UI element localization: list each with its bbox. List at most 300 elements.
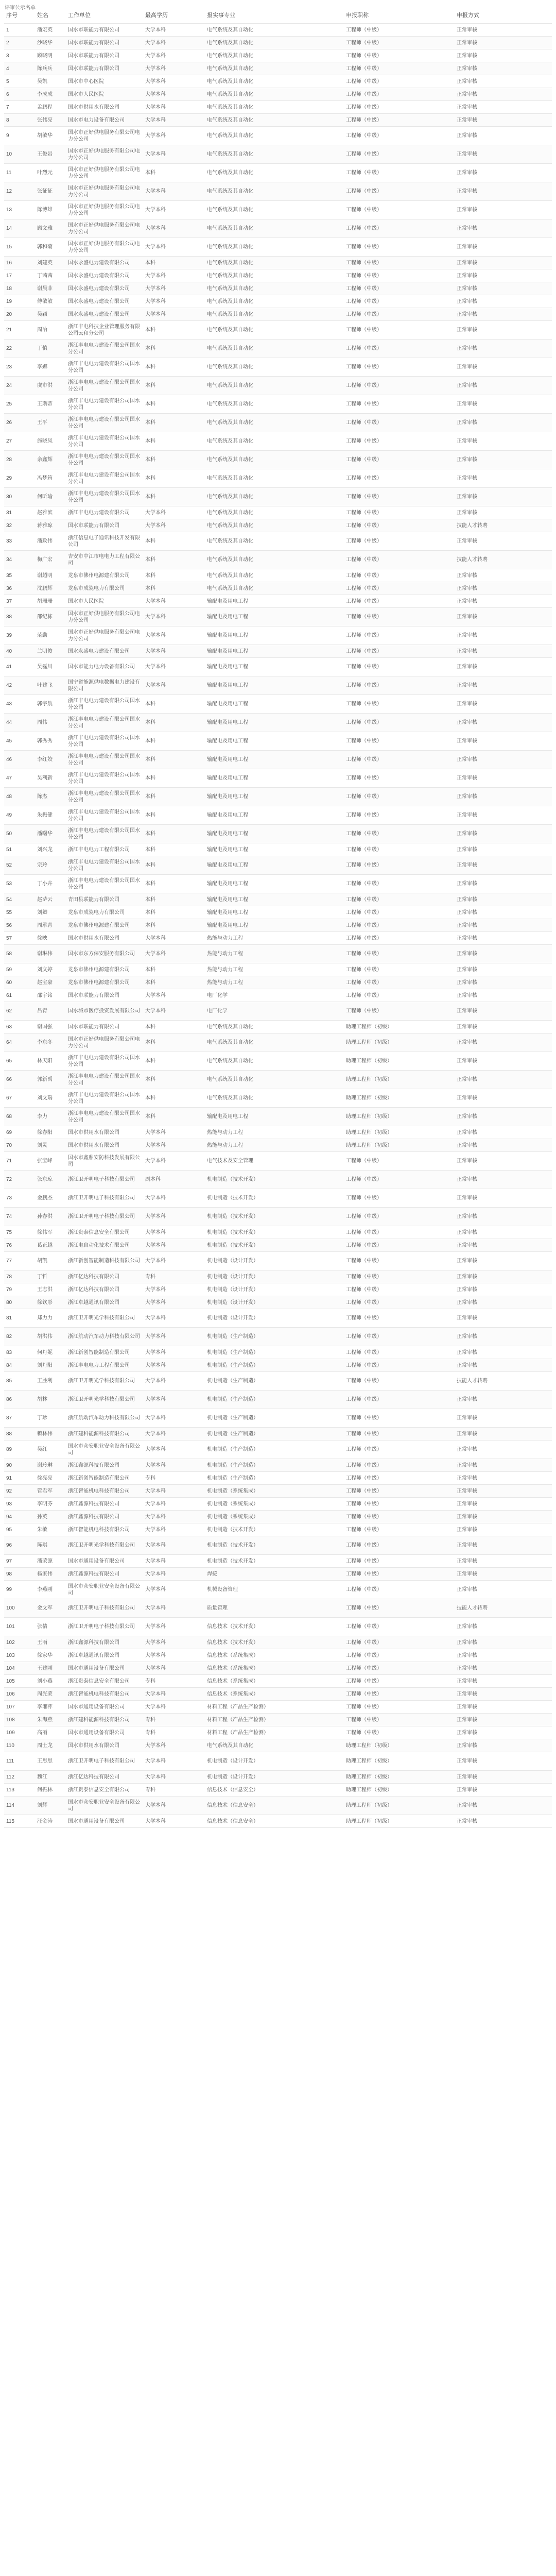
cell-education: 本科	[143, 893, 205, 906]
table-row	[4, 1239, 552, 1252]
cell-major: 机电制造（设计开发）	[205, 1752, 344, 1771]
cell-major: 机电制造（生产制造）	[205, 1472, 344, 1485]
cell-title: 工程师（中级）	[344, 506, 455, 519]
cell-education: 大学本科	[143, 145, 205, 164]
cell-index: 107	[4, 1701, 35, 1714]
cell-title: 工程师（中级）	[344, 1296, 455, 1309]
cell-education: 大学本科	[143, 308, 205, 321]
cell-education: 本科	[143, 321, 205, 340]
cell-major: 机电制造（技术开发）	[205, 1536, 344, 1555]
table-row	[4, 1002, 552, 1021]
cell-method: 正常审核	[455, 582, 552, 595]
cell-education: 大学本科	[143, 201, 205, 219]
table-row	[4, 989, 552, 1002]
cell-major: 焊接	[205, 1568, 344, 1581]
table-row	[4, 308, 552, 321]
cell-title: 工程师（中级）	[344, 1283, 455, 1296]
table-row	[4, 395, 552, 414]
cell-employer: 国水市通用设备有限公司	[66, 1662, 143, 1675]
table-row	[4, 569, 552, 582]
cell-education: 本科	[143, 395, 205, 414]
cell-education: 本科	[143, 1052, 205, 1071]
cell-method: 正常审核	[455, 932, 552, 945]
cell-title: 工程师（中级）	[344, 114, 455, 127]
table-row	[4, 1071, 552, 1089]
cell-name: 邵宇铭	[35, 989, 66, 1002]
cell-name: 魏江	[35, 1771, 66, 1784]
cell-index: 28	[4, 451, 35, 469]
cell-major: 电气系统及其自动化	[205, 1089, 344, 1108]
table-row	[4, 1296, 552, 1309]
cell-method: 正常审核	[455, 145, 552, 164]
cell-index: 54	[4, 893, 35, 906]
cell-name: 刘丹阳	[35, 1359, 66, 1372]
cell-education: 大学本科	[143, 295, 205, 308]
cell-education: 大学本科	[143, 62, 205, 75]
table-row	[4, 114, 552, 127]
cell-method: 正常审核	[455, 1208, 552, 1226]
cell-index: 61	[4, 989, 35, 1002]
table-row	[4, 1581, 552, 1599]
cell-name: 谢晨菲	[35, 282, 66, 295]
cell-index: 92	[4, 1485, 35, 1498]
cell-index: 95	[4, 1523, 35, 1536]
cell-method: 正常审核	[455, 645, 552, 658]
cell-education: 大学本科	[143, 1428, 205, 1440]
cell-education: 大学本科	[143, 1797, 205, 1815]
cell-method: 正常审核	[455, 88, 552, 101]
cell-name: 谢玲琳	[35, 1459, 66, 1472]
cell-employer: 浙江贵泰信息安全有限公司	[66, 1675, 143, 1688]
cell-index: 65	[4, 1052, 35, 1071]
cell-major: 电气系统及其自动化	[205, 519, 344, 532]
cell-title: 工程师（中级）	[344, 295, 455, 308]
cell-name: 张东琼	[35, 1171, 66, 1189]
cell-method: 正常审核	[455, 1472, 552, 1485]
cell-method: 正常审核	[455, 751, 552, 769]
table-row	[4, 269, 552, 282]
cell-name: 陈博雄	[35, 201, 66, 219]
cell-title: 工程师（中级）	[344, 488, 455, 506]
cell-title: 工程师（中级）	[344, 532, 455, 551]
cell-education: 大学本科	[143, 506, 205, 519]
cell-education: 专科	[143, 1784, 205, 1797]
cell-method: 正常审核	[455, 626, 552, 645]
cell-title: 工程师（中级）	[344, 806, 455, 825]
cell-education: 大学本科	[143, 1752, 205, 1771]
cell-title: 工程师（中级）	[344, 127, 455, 145]
cell-index: 62	[4, 1002, 35, 1021]
table-row	[4, 1409, 552, 1428]
cell-education: 大学本科	[143, 49, 205, 62]
cell-major: 机电制造（生产制造）	[205, 1359, 344, 1372]
cell-title: 工程师（中级）	[344, 1252, 455, 1270]
cell-name: 葛正越	[35, 1239, 66, 1252]
cell-education: 大学本科	[143, 1568, 205, 1581]
cell-education: 大学本科	[143, 945, 205, 963]
cell-title: 工程师（中级）	[344, 1511, 455, 1523]
cell-employer: 龙泉市成瓷电力有限公司	[66, 906, 143, 919]
table-row	[4, 1189, 552, 1208]
cell-index: 4	[4, 62, 35, 75]
cell-title: 工程师（中级）	[344, 469, 455, 488]
cell-education: 大学本科	[143, 1511, 205, 1523]
cell-major: 热能与动力工程	[205, 945, 344, 963]
cell-education: 大学本科	[143, 932, 205, 945]
cell-major: 电气系统及其自动化	[205, 295, 344, 308]
table-row	[4, 49, 552, 62]
cell-name: 王平	[35, 414, 66, 432]
cell-title: 工程师（中级）	[344, 219, 455, 238]
table-row	[4, 1662, 552, 1675]
cell-name: 徐伟军	[35, 1226, 66, 1239]
cell-index: 84	[4, 1359, 35, 1372]
table-row	[4, 1568, 552, 1581]
cell-index: 115	[4, 1815, 35, 1828]
table-row	[4, 856, 552, 875]
cell-method: 正常审核	[455, 1126, 552, 1139]
cell-title: 工程师（中级）	[344, 238, 455, 257]
cell-index: 99	[4, 1581, 35, 1599]
table-row	[4, 1126, 552, 1139]
cell-name: 王斯蒂	[35, 395, 66, 414]
cell-method: 技能人才转聘	[455, 1599, 552, 1618]
cell-method: 正常审核	[455, 945, 552, 963]
cell-index: 88	[4, 1428, 35, 1440]
cell-major: 信息技术（系统集成）	[205, 1649, 344, 1662]
cell-name: 胡洪伟	[35, 1328, 66, 1346]
table-row	[4, 295, 552, 308]
cell-employer: 浙江航动汽车动力科技有限公司	[66, 1328, 143, 1346]
table-row	[4, 751, 552, 769]
table-row	[4, 75, 552, 88]
cell-index: 80	[4, 1296, 35, 1309]
cell-education: 大学本科	[143, 626, 205, 645]
table-row	[4, 595, 552, 608]
table-row	[4, 906, 552, 919]
cell-title: 工程师（中级）	[344, 788, 455, 806]
cell-name: 金鹏杰	[35, 1189, 66, 1208]
cell-index: 21	[4, 321, 35, 340]
cell-name: 徐钦彤	[35, 1296, 66, 1309]
cell-title: 助理工程师（初级）	[344, 1784, 455, 1797]
cell-major: 输配电及用电工程	[205, 843, 344, 856]
cell-index: 9	[4, 127, 35, 145]
cell-title: 工程师（中级）	[344, 695, 455, 714]
cell-title: 工程师（中级）	[344, 732, 455, 751]
table-row	[4, 1226, 552, 1239]
cell-title: 工程师（中级）	[344, 1523, 455, 1536]
cell-name: 余鑫辉	[35, 451, 66, 469]
table-row	[4, 1021, 552, 1033]
table-row	[4, 506, 552, 519]
cell-name: 郭宇航	[35, 695, 66, 714]
cell-employer: 浙江智能机电科技有限公司	[66, 1688, 143, 1701]
cell-method: 正常审核	[455, 1108, 552, 1126]
cell-name: 谢超明	[35, 569, 66, 582]
cell-major: 机电制造（技术开发）	[205, 1239, 344, 1252]
cell-title: 工程师（中级）	[344, 1309, 455, 1328]
cell-title: 工程师（中级）	[344, 308, 455, 321]
cell-education: 本科	[143, 806, 205, 825]
cell-employer: 国水市电力设备有限公司	[66, 114, 143, 127]
cell-education: 大学本科	[143, 1440, 205, 1459]
cell-name: 范勤	[35, 626, 66, 645]
cell-major: 电气系统及其自动化	[205, 1739, 344, 1752]
cell-major: 机电制造（设计开发）	[205, 1270, 344, 1283]
roster-body	[4, 24, 552, 1828]
cell-education: 本科	[143, 340, 205, 358]
cell-method: 正常审核	[455, 732, 552, 751]
cell-name: 刘建英	[35, 257, 66, 269]
cell-major: 材料工程（产品生产检测）	[205, 1701, 344, 1714]
cell-education: 大学本科	[143, 1485, 205, 1498]
table-row	[4, 645, 552, 658]
cell-education: 大学本科	[143, 1139, 205, 1152]
cell-name: 梅广宏	[35, 551, 66, 569]
cell-major: 电气系统及其自动化	[205, 75, 344, 88]
cell-education: 专科	[143, 1472, 205, 1485]
table-row	[4, 62, 552, 75]
cell-index: 98	[4, 1568, 35, 1581]
cell-index: 90	[4, 1459, 35, 1472]
cell-education: 大学本科	[143, 1599, 205, 1618]
cell-education: 大学本科	[143, 238, 205, 257]
cell-major: 电气系统及其自动化	[205, 145, 344, 164]
table-row	[4, 1739, 552, 1752]
table-row	[4, 695, 552, 714]
cell-title: 工程师（中级）	[344, 1002, 455, 1021]
cell-education: 本科	[143, 919, 205, 932]
cell-employer: 浙江亿达科技有限公司	[66, 1270, 143, 1283]
cell-education: 本科	[143, 843, 205, 856]
cell-employer: 国水永盛电力建设有限公司	[66, 308, 143, 321]
cell-index: 73	[4, 1189, 35, 1208]
cell-index: 79	[4, 1283, 35, 1296]
cell-method: 正常审核	[455, 295, 552, 308]
cell-title: 助理工程师（初级）	[344, 1815, 455, 1828]
cell-method: 正常审核	[455, 49, 552, 62]
cell-title: 工程师（中级）	[344, 269, 455, 282]
cell-title: 工程师（中级）	[344, 1636, 455, 1649]
cell-name: 何振林	[35, 1784, 66, 1797]
cell-index: 30	[4, 488, 35, 506]
cell-index: 5	[4, 75, 35, 88]
cell-method: 正常审核	[455, 62, 552, 75]
cell-method: 正常审核	[455, 101, 552, 114]
cell-education: 本科	[143, 769, 205, 788]
cell-index: 31	[4, 506, 35, 519]
cell-index: 8	[4, 114, 35, 127]
table-row	[4, 1599, 552, 1618]
cell-major: 机电制造（生产制造）	[205, 1428, 344, 1440]
table-row	[4, 1171, 552, 1189]
cell-title: 工程师（中级）	[344, 595, 455, 608]
cell-name: 虞市洪	[35, 377, 66, 395]
cell-index: 83	[4, 1346, 35, 1359]
cell-employer: 浙江卫开明电子科技有限公司	[66, 1208, 143, 1226]
cell-method: 正常审核	[455, 1328, 552, 1346]
cell-employer: 浙江丰电电力建设有限公司国水分公司	[66, 732, 143, 751]
cell-method: 正常审核	[455, 1428, 552, 1440]
cell-title: 工程师（中级）	[344, 1428, 455, 1440]
cell-name: 丁慎	[35, 340, 66, 358]
cell-method: 正常审核	[455, 1226, 552, 1239]
table-row	[4, 658, 552, 676]
cell-title: 助理工程师（初级）	[344, 1089, 455, 1108]
cell-index: 59	[4, 963, 35, 976]
cell-title: 工程师（中级）	[344, 432, 455, 451]
cell-education: 本科	[143, 451, 205, 469]
table-row	[4, 24, 552, 37]
cell-employer: 国水永盛电力建设有限公司	[66, 269, 143, 282]
cell-title: 工程师（中级）	[344, 1485, 455, 1498]
cell-index: 17	[4, 269, 35, 282]
cell-employer: 浙江丰电电力建设有限公司	[66, 506, 143, 519]
cell-major: 电气系统及其自动化	[205, 377, 344, 395]
cell-method: 正常审核	[455, 1771, 552, 1784]
cell-major: 机电制造（生产制造）	[205, 1372, 344, 1391]
cell-method: 正常审核	[455, 989, 552, 1002]
cell-index: 32	[4, 519, 35, 532]
cell-employer: 浙江贵泰信息安全有限公司	[66, 1226, 143, 1239]
cell-major: 电气系统及其自动化	[205, 1033, 344, 1052]
table-row	[4, 127, 552, 145]
cell-major: 输配电及用电工程	[205, 825, 344, 843]
cell-employer: 龙泉市佛州电源建有限公司	[66, 976, 143, 989]
cell-employer: 浙江丰电电力建设有限公司国水分公司	[66, 751, 143, 769]
cell-major: 电气系统及其自动化	[205, 238, 344, 257]
table-row	[4, 88, 552, 101]
cell-index: 104	[4, 1662, 35, 1675]
cell-name: 施晓凤	[35, 432, 66, 451]
cell-index: 12	[4, 182, 35, 201]
cell-method: 正常审核	[455, 1726, 552, 1739]
cell-title: 工程师（中级）	[344, 1171, 455, 1189]
table-row	[4, 488, 552, 506]
cell-major: 电气系统及其自动化	[205, 321, 344, 340]
cell-title: 工程师（中级）	[344, 1270, 455, 1283]
cell-education: 本科	[143, 906, 205, 919]
cell-major: 电气系统及其自动化	[205, 24, 344, 37]
cell-name: 胡凯	[35, 1252, 66, 1270]
cell-employer: 国水永盛电力建设有限公司	[66, 295, 143, 308]
cell-method: 正常审核	[455, 1784, 552, 1797]
cell-method: 正常审核	[455, 1033, 552, 1052]
cell-employer: 国水市正好供电服务有限公司电力分公司	[66, 1033, 143, 1052]
cell-title: 工程师（中级）	[344, 714, 455, 732]
cell-major: 电气系统及其自动化	[205, 269, 344, 282]
cell-method: 正常审核	[455, 569, 552, 582]
cell-method: 正常审核	[455, 1052, 552, 1071]
table-row	[4, 219, 552, 238]
cell-name: 顾晓明	[35, 49, 66, 62]
cell-title: 工程师（中级）	[344, 1239, 455, 1252]
cell-employer: 国水市联能力有限公司	[66, 519, 143, 532]
cell-title: 工程师（中级）	[344, 395, 455, 414]
cell-title: 工程师（中级）	[344, 1328, 455, 1346]
cell-education: 大学本科	[143, 1771, 205, 1784]
cell-major: 输配电及用电工程	[205, 714, 344, 732]
cell-method: 正常审核	[455, 919, 552, 932]
cell-employer: 浙江卫开明电子科技有限公司	[66, 1599, 143, 1618]
cell-employer: 浙江卓越通讯有限公司	[66, 1296, 143, 1309]
cell-method: 正常审核	[455, 1239, 552, 1252]
cell-title: 工程师（中级）	[344, 282, 455, 295]
cell-title: 工程师（中级）	[344, 1409, 455, 1428]
cell-index: 58	[4, 945, 35, 963]
cell-employer: 浙江卫开明光学科技有限公司	[66, 1372, 143, 1391]
table-row	[4, 469, 552, 488]
cell-index: 56	[4, 919, 35, 932]
cell-index: 45	[4, 732, 35, 751]
cell-employer: 浙江卫开明光学科技有限公司	[66, 1309, 143, 1328]
cell-index: 97	[4, 1555, 35, 1568]
cell-education: 本科	[143, 825, 205, 843]
cell-title: 工程师（中级）	[344, 1472, 455, 1485]
cell-employer: 浙江鑫源科技有限公司	[66, 1568, 143, 1581]
cell-index: 100	[4, 1599, 35, 1618]
cell-employer: 吉安市中江市电电力工程有限公司	[66, 551, 143, 569]
cell-name: 孟鹏程	[35, 101, 66, 114]
cell-employer: 浙江建科能源科技有限公司	[66, 1714, 143, 1726]
cell-title: 工程师（中级）	[344, 843, 455, 856]
cell-title: 工程师（中级）	[344, 893, 455, 906]
cell-title: 工程师（中级）	[344, 676, 455, 695]
cell-major: 输配电及用电工程	[205, 893, 344, 906]
cell-name: 李东冬	[35, 1033, 66, 1052]
cell-employer: 浙江信息电子通讯科技开发有限公司	[66, 532, 143, 551]
table-row	[4, 714, 552, 732]
cell-name: 蒋雅琼	[35, 519, 66, 532]
cell-employer: 浙江新创智能制造有限公司	[66, 1472, 143, 1485]
cell-employer: 国水市供用水有限公司	[66, 101, 143, 114]
cell-education: 大学本科	[143, 1498, 205, 1511]
table-row	[4, 1618, 552, 1636]
cell-employer: 国水永盛电力建设有限公司	[66, 645, 143, 658]
cell-major: 机电制造（设计开发）	[205, 1283, 344, 1296]
cell-education: 本科	[143, 257, 205, 269]
cell-title: 助理工程师（初级）	[344, 1126, 455, 1139]
table-row	[4, 1108, 552, 1126]
table-row	[4, 164, 552, 182]
cell-education: 大学本科	[143, 989, 205, 1002]
cell-index: 74	[4, 1208, 35, 1226]
cell-employer: 浙江丰电电力建设有限公司国水分公司	[66, 395, 143, 414]
cell-method: 正常审核	[455, 1359, 552, 1372]
cell-method: 正常审核	[455, 1752, 552, 1771]
cell-name: 赵宝豪	[35, 976, 66, 989]
cell-method: 正常审核	[455, 414, 552, 432]
cell-index: 36	[4, 582, 35, 595]
cell-name: 陈兵兵	[35, 62, 66, 75]
cell-index: 87	[4, 1409, 35, 1428]
table-row	[4, 608, 552, 626]
cell-name: 徐映	[35, 932, 66, 945]
cell-name: 顾文雅	[35, 219, 66, 238]
cell-name: 吴红	[35, 1440, 66, 1459]
table-row	[4, 1089, 552, 1108]
cell-major: 电气系统及其自动化	[205, 532, 344, 551]
cell-index: 91	[4, 1472, 35, 1485]
cell-method: 正常审核	[455, 506, 552, 519]
cell-education: 大学本科	[143, 37, 205, 49]
cell-employer: 国水市鑫鼎安防科技发展有限公司	[66, 1152, 143, 1171]
cell-major: 电气系统及其自动化	[205, 282, 344, 295]
cell-index: 81	[4, 1309, 35, 1328]
cell-index: 22	[4, 340, 35, 358]
cell-major: 信息技术（系统集成）	[205, 1688, 344, 1701]
